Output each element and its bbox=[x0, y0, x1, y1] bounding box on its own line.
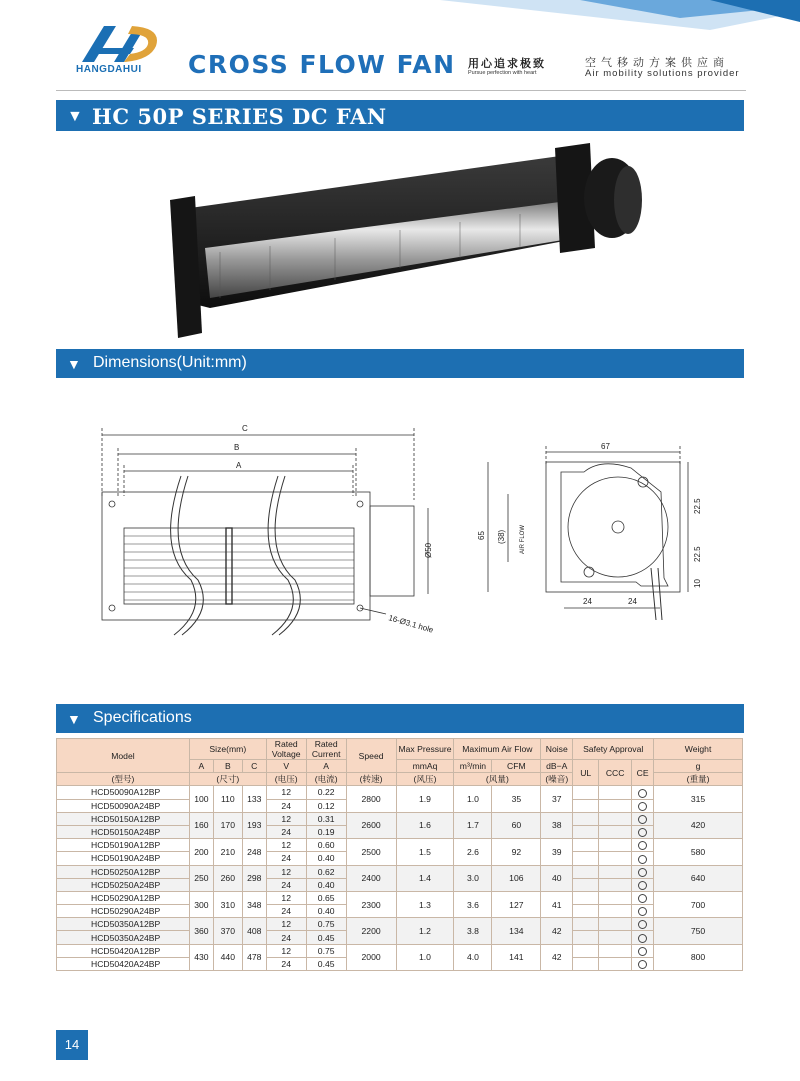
page-number: 14 bbox=[56, 1030, 88, 1060]
table-cell: 348 bbox=[242, 891, 266, 917]
col-pressure: Max Pressure bbox=[396, 739, 454, 760]
dim-b2-label: 24 bbox=[628, 597, 637, 606]
table-cell: 24 bbox=[266, 878, 306, 891]
table-cell: 1.7 bbox=[454, 812, 492, 838]
table-cell: 440 bbox=[213, 944, 242, 970]
circle-mark-icon bbox=[638, 960, 647, 969]
dim-height-label: 65 bbox=[477, 531, 486, 540]
col-current-cn: (电流) bbox=[306, 773, 346, 786]
ce-cell bbox=[632, 799, 654, 812]
table-cell: 700 bbox=[654, 891, 743, 917]
table-cell: 370 bbox=[213, 918, 242, 944]
series-title: HC 50P SERIES DC FAN bbox=[92, 104, 387, 129]
col-ccc: CCC bbox=[599, 760, 632, 786]
table-cell: 1.4 bbox=[396, 865, 454, 891]
table-cell: 200 bbox=[189, 839, 213, 865]
col-ul: UL bbox=[573, 760, 599, 786]
table-cell: 193 bbox=[242, 812, 266, 838]
table-cell: 0.75 bbox=[306, 944, 346, 957]
ce-cell bbox=[632, 891, 654, 904]
table-cell: 40 bbox=[541, 865, 573, 891]
circle-mark-icon bbox=[638, 934, 647, 943]
circle-mark-icon bbox=[638, 907, 647, 916]
unit-g: g bbox=[654, 760, 743, 773]
page-header bbox=[0, 0, 800, 95]
tagline-cn: 空气移动方案供应商 bbox=[585, 57, 729, 69]
circle-mark-icon bbox=[638, 828, 647, 837]
table-row bbox=[57, 891, 743, 904]
col-airflow-cn: (风量) bbox=[454, 773, 541, 786]
dimensions-title-bar bbox=[56, 349, 744, 378]
table-cell: 38 bbox=[541, 812, 573, 838]
table-cell: 127 bbox=[492, 891, 541, 917]
table-cell: 60 bbox=[492, 812, 541, 838]
table-cell: 580 bbox=[654, 839, 743, 865]
table-cell: 12 bbox=[266, 865, 306, 878]
dim-a-label: A bbox=[236, 461, 242, 470]
col-model: Model bbox=[57, 739, 190, 773]
circle-mark-icon bbox=[638, 815, 647, 824]
table-cell: 1.0 bbox=[396, 944, 454, 970]
table-cell: 100 bbox=[189, 786, 213, 812]
table-cell: 133 bbox=[242, 786, 266, 812]
table-row bbox=[57, 839, 743, 852]
table-cell: 92 bbox=[492, 839, 541, 865]
table-cell: 12 bbox=[266, 786, 306, 799]
col-a: A bbox=[189, 760, 213, 773]
table-cell: 24 bbox=[266, 799, 306, 812]
unit-mmaq: mmAq bbox=[396, 760, 454, 773]
triangle-down-icon: ▼ bbox=[67, 356, 81, 372]
unit-m3: m³/min bbox=[454, 760, 492, 773]
ce-cell bbox=[632, 878, 654, 891]
table-cell: HCD50350A24BP bbox=[57, 931, 190, 944]
col-noise: Noise bbox=[541, 739, 573, 760]
table-cell: 250 bbox=[189, 865, 213, 891]
table-cell: 0.75 bbox=[306, 918, 346, 931]
ce-cell bbox=[632, 812, 654, 825]
specifications-table bbox=[56, 738, 743, 971]
table-cell: 24 bbox=[266, 825, 306, 838]
ce-cell bbox=[632, 957, 654, 970]
dim-b-label: B bbox=[234, 443, 240, 452]
table-cell: 0.45 bbox=[306, 931, 346, 944]
table-cell: 1.9 bbox=[396, 786, 454, 812]
ce-cell bbox=[632, 931, 654, 944]
table-cell: HCD50090A12BP bbox=[57, 786, 190, 799]
col-b: B bbox=[213, 760, 242, 773]
table-cell: 800 bbox=[654, 944, 743, 970]
table-cell: 12 bbox=[266, 918, 306, 931]
table-cell: 3.8 bbox=[454, 918, 492, 944]
table-cell: HCD50090A24BP bbox=[57, 799, 190, 812]
table-cell: 0.65 bbox=[306, 891, 346, 904]
table-cell: 2500 bbox=[346, 839, 396, 865]
dim-hole-label: 16-Ø3.1 hole bbox=[387, 613, 435, 635]
table-cell: 0.40 bbox=[306, 905, 346, 918]
table-cell: 12 bbox=[266, 812, 306, 825]
ce-cell bbox=[632, 852, 654, 865]
table-cell: 0.40 bbox=[306, 852, 346, 865]
col-size: Size(mm) bbox=[189, 739, 266, 760]
table-cell: 0.62 bbox=[306, 865, 346, 878]
dimension-drawing bbox=[56, 380, 744, 680]
col-current: Rated Current bbox=[306, 739, 346, 760]
table-cell: 12 bbox=[266, 891, 306, 904]
table-cell: HCD50420A12BP bbox=[57, 944, 190, 957]
table-cell: HCD50190A24BP bbox=[57, 852, 190, 865]
table-cell: 1.6 bbox=[396, 812, 454, 838]
circle-mark-icon bbox=[638, 947, 647, 956]
logo-text: HANGDAHUI bbox=[76, 64, 142, 75]
dim-d3-label: 10 bbox=[693, 579, 702, 588]
table-row bbox=[57, 918, 743, 931]
table-header-row bbox=[57, 739, 743, 760]
table-cell: 42 bbox=[541, 944, 573, 970]
table-cell: HCD50150A12BP bbox=[57, 812, 190, 825]
dim-height2-label: (38) bbox=[497, 529, 506, 544]
unit-a: A bbox=[306, 760, 346, 773]
table-cell: 2000 bbox=[346, 944, 396, 970]
col-ce: CE bbox=[632, 760, 654, 786]
table-cell: 1.2 bbox=[396, 918, 454, 944]
table-cell: 12 bbox=[266, 839, 306, 852]
table-cell: 3.0 bbox=[454, 865, 492, 891]
triangle-down-icon: ▼ bbox=[67, 711, 81, 727]
table-cell: 1.5 bbox=[396, 839, 454, 865]
unit-v: V bbox=[266, 760, 306, 773]
col-model-cn: (型号) bbox=[57, 773, 190, 786]
table-cell: 310 bbox=[213, 891, 242, 917]
dimensions-title: Dimensions(Unit:mm) bbox=[93, 354, 247, 371]
table-cell: 420 bbox=[654, 812, 743, 838]
table-cell: 141 bbox=[492, 944, 541, 970]
table-cell: 24 bbox=[266, 931, 306, 944]
table-cell: 170 bbox=[213, 812, 242, 838]
table-cell: 24 bbox=[266, 852, 306, 865]
table-cell: 4.0 bbox=[454, 944, 492, 970]
table-cell: 24 bbox=[266, 905, 306, 918]
specifications-title-bar bbox=[56, 704, 744, 733]
col-safety: Safety Approval bbox=[573, 739, 654, 760]
table-cell: HCD50250A24BP bbox=[57, 878, 190, 891]
table-cell: 41 bbox=[541, 891, 573, 917]
table-cell: HCD50290A12BP bbox=[57, 891, 190, 904]
specifications-title: Specifications bbox=[93, 709, 192, 726]
table-cell: 2800 bbox=[346, 786, 396, 812]
table-cell: 248 bbox=[242, 839, 266, 865]
table-cell: 300 bbox=[189, 891, 213, 917]
col-voltage-cn: (电压) bbox=[266, 773, 306, 786]
col-c: C bbox=[242, 760, 266, 773]
table-cell: 298 bbox=[242, 865, 266, 891]
ce-cell bbox=[632, 786, 654, 799]
col-airflow: Maximum Air Flow bbox=[454, 739, 541, 760]
table-cell: 2200 bbox=[346, 918, 396, 944]
table-cell: 1.0 bbox=[454, 786, 492, 812]
table-cell: 0.31 bbox=[306, 812, 346, 825]
table-cell: 360 bbox=[189, 918, 213, 944]
table-cell: 0.22 bbox=[306, 786, 346, 799]
table-cell: 750 bbox=[654, 918, 743, 944]
col-weight: Weight bbox=[654, 739, 743, 760]
table-cell: 3.6 bbox=[454, 891, 492, 917]
table-cell: 37 bbox=[541, 786, 573, 812]
circle-mark-icon bbox=[638, 802, 647, 811]
table-cell: HCD50420A24BP bbox=[57, 957, 190, 970]
series-title-bar bbox=[56, 100, 744, 131]
circle-mark-icon bbox=[638, 789, 647, 798]
circle-mark-icon bbox=[638, 881, 647, 890]
table-cell: 640 bbox=[654, 865, 743, 891]
table-body bbox=[57, 786, 743, 971]
table-cell: HCD50290A24BP bbox=[57, 905, 190, 918]
dim-c-label: C bbox=[242, 424, 248, 433]
col-speed-cn: (转速) bbox=[346, 773, 396, 786]
ce-cell bbox=[632, 905, 654, 918]
header-decoration bbox=[380, 0, 800, 40]
table-cell: HCD50350A12BP bbox=[57, 918, 190, 931]
circle-mark-icon bbox=[638, 841, 647, 850]
triangle-down-icon: ▼ bbox=[67, 108, 83, 125]
table-cell: 2300 bbox=[346, 891, 396, 917]
dim-b1-label: 24 bbox=[583, 597, 592, 606]
table-cell: 39 bbox=[541, 839, 573, 865]
table-cell: 42 bbox=[541, 918, 573, 944]
table-cell: 0.40 bbox=[306, 878, 346, 891]
table-cell: 260 bbox=[213, 865, 242, 891]
circle-mark-icon bbox=[638, 894, 647, 903]
col-noise-cn: (噪音) bbox=[541, 773, 573, 786]
side-view bbox=[477, 442, 702, 620]
dim-d1-label: 22.5 bbox=[693, 498, 702, 514]
table-cell: 408 bbox=[242, 918, 266, 944]
circle-mark-icon bbox=[638, 868, 647, 877]
table-cell: 2.6 bbox=[454, 839, 492, 865]
ce-cell bbox=[632, 944, 654, 957]
table-cell: 1.3 bbox=[396, 891, 454, 917]
tagline-en: Air mobility solutions provider bbox=[585, 68, 740, 79]
table-row bbox=[57, 786, 743, 799]
table-cell: 210 bbox=[213, 839, 242, 865]
dim-d2-label: 22.5 bbox=[693, 546, 702, 562]
table-cell: 24 bbox=[266, 957, 306, 970]
col-weight-cn: (重量) bbox=[654, 773, 743, 786]
dim-width-label: 67 bbox=[601, 442, 610, 451]
table-cell: 0.60 bbox=[306, 839, 346, 852]
table-cell: 315 bbox=[654, 786, 743, 812]
table-cell: 110 bbox=[213, 786, 242, 812]
slogan-en: Pursue perfection with heart bbox=[468, 70, 537, 76]
table-cell: 0.12 bbox=[306, 799, 346, 812]
col-voltage: Rated Voltage bbox=[266, 739, 306, 760]
table-cell: 478 bbox=[242, 944, 266, 970]
circle-mark-icon bbox=[638, 855, 647, 864]
circle-mark-icon bbox=[638, 920, 647, 929]
table-row bbox=[57, 865, 743, 878]
table-cell: 2400 bbox=[346, 865, 396, 891]
col-size-cn: (尺寸) bbox=[189, 773, 266, 786]
table-row bbox=[57, 812, 743, 825]
fan-product-image bbox=[150, 138, 650, 343]
ce-cell bbox=[632, 825, 654, 838]
table-cell: HCD50250A12BP bbox=[57, 865, 190, 878]
table-cell: 134 bbox=[492, 918, 541, 944]
brand-title: CROSS FLOW FAN bbox=[188, 50, 456, 79]
table-cell: HCD50150A24BP bbox=[57, 825, 190, 838]
airflow-label: AIR FLOW bbox=[520, 524, 526, 554]
table-cell: 106 bbox=[492, 865, 541, 891]
table-cell: 0.19 bbox=[306, 825, 346, 838]
table-cell: 2600 bbox=[346, 812, 396, 838]
ce-cell bbox=[632, 865, 654, 878]
table-cell: 35 bbox=[492, 786, 541, 812]
table-cell: 0.45 bbox=[306, 957, 346, 970]
table-row bbox=[57, 944, 743, 957]
col-speed: Speed bbox=[346, 739, 396, 773]
slogan-cn: 用心追求极致 bbox=[468, 58, 546, 70]
col-pressure-cn: (风压) bbox=[396, 773, 454, 786]
table-cell: 430 bbox=[189, 944, 213, 970]
dim-diameter-label: Ø50 bbox=[424, 542, 433, 558]
table-cell: 160 bbox=[189, 812, 213, 838]
table-cell: 12 bbox=[266, 944, 306, 957]
unit-dba: dB−A bbox=[541, 760, 573, 773]
ce-cell bbox=[632, 839, 654, 852]
ce-cell bbox=[632, 918, 654, 931]
front-view bbox=[102, 424, 435, 635]
header-divider bbox=[56, 90, 746, 91]
table-cell: HCD50190A12BP bbox=[57, 839, 190, 852]
unit-cfm: CFM bbox=[492, 760, 541, 773]
